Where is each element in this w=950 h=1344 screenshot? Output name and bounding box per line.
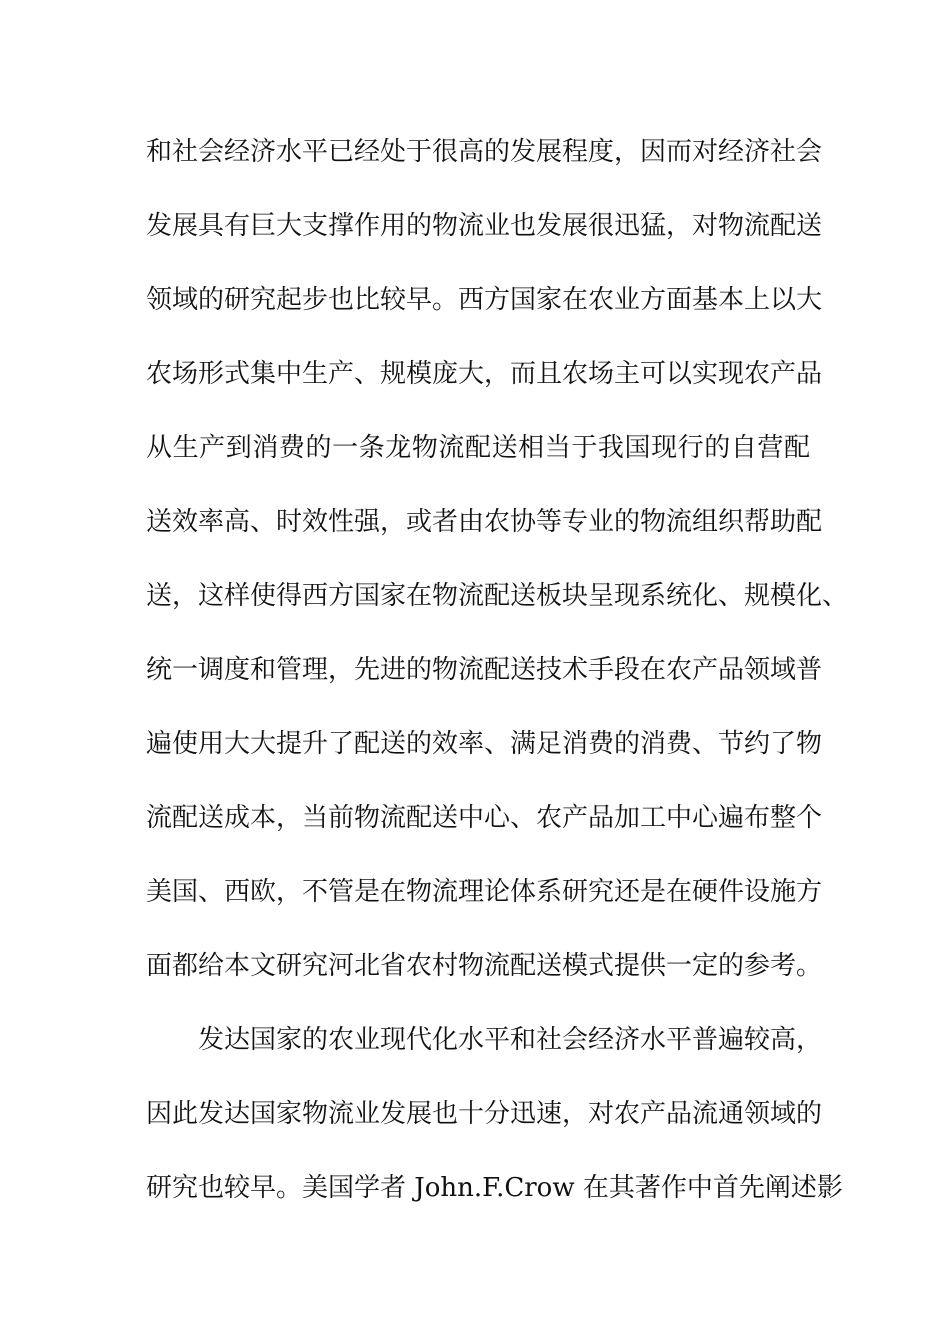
text-line: 和社会经济水平已经处于很高的发展程度，因而对经济社会: [146, 137, 823, 167]
text-line: 美国、西欧，不管是在物流理论体系研究还是在硬件设施方: [146, 877, 823, 907]
text-line: 送，这样使得西方国家在物流配送板块呈现系统化、规模化、: [146, 581, 849, 611]
body-text: [146, 128, 849, 1238]
text-line: 因此发达国家物流业发展也十分迅速，对农产品流通领域的: [146, 1099, 823, 1129]
text-line: 面都给本文研究河北省农村物流配送模式提供一定的参考。: [146, 951, 823, 981]
text-line: 研究也较早。美国学者 John.F.Crow 在其著作中首先阐述影: [146, 1173, 843, 1203]
text-line: 统一调度和管理，先进的物流配送技术手段在农产品领域普: [146, 655, 823, 685]
text-line: 送效率高、时效性强，或者由农协等专业的物流组织帮助配: [146, 507, 823, 537]
text-line: 领域的研究起步也比较早。西方国家在农业方面基本上以大: [146, 285, 823, 315]
text-line: 发展具有巨大支撑作用的物流业也发展很迅猛，对物流配送: [146, 211, 823, 241]
text-line: 流配送成本，当前物流配送中心、农产品加工中心遍布整个: [146, 803, 823, 833]
text-line: 从生产到消费的一条龙物流配送相当于我国现行的自营配: [146, 433, 810, 463]
text-line: 遍使用大大提升了配送的效率、满足消费的消费、节约了物: [146, 729, 823, 759]
text-line: 农场形式集中生产、规模庞大，而且农场主可以实现农产品: [146, 359, 823, 389]
text-line: 发达国家的农业现代化水平和社会经济水平普遍较高，: [198, 1025, 823, 1055]
